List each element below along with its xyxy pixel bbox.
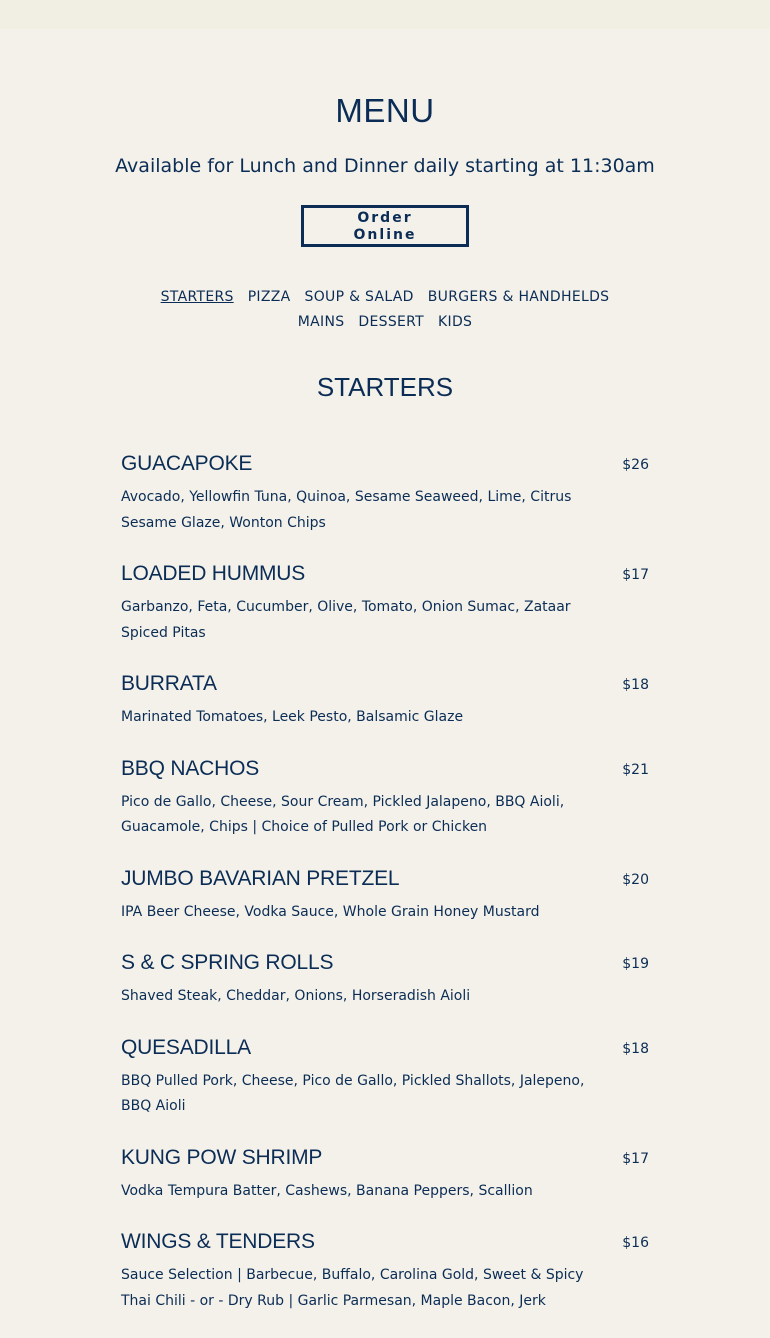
top-strip — [0, 0, 770, 29]
menu-item — [121, 1228, 649, 1314]
menu-item-description: IPA Beer Cheese, Vodka Sauce, Whole Grain Honey Mustard — [121, 903, 540, 920]
menu-item — [121, 865, 649, 926]
menu-item-description: Avocado, Yellowfin Tuna, Quinoa, Sesame Seaweed, Lime, Citrus Sesame Glaze, Wonton Chips — [121, 489, 572, 531]
menu-item-name: BURRATA — [121, 672, 217, 695]
menu-item-name: GUACAPOKE — [121, 452, 253, 475]
menu-item-price: $17 — [622, 1150, 649, 1167]
menu-item — [121, 670, 649, 731]
menu-item-name: QUESADILLA — [121, 1035, 251, 1059]
order-online-button[interactable]: Order Online — [301, 205, 469, 247]
menu-item-price: $20 — [622, 871, 649, 888]
menu-category-nav — [120, 285, 650, 335]
menu-item — [121, 1144, 649, 1205]
menu-item-price: $18 — [622, 1040, 649, 1057]
menu-item-name: WINGS & TENDERS — [121, 1230, 315, 1253]
menu-item-name: JUMBO BAVARIAN PRETZEL — [121, 866, 400, 890]
menu-item — [121, 450, 649, 536]
menu-items-list — [121, 450, 649, 1338]
menu-item-name: KUNG POW SHRIMP — [121, 1145, 323, 1169]
menu-item-description: Marinated Tomatoes, Leek Pesto, Balsamic Glaze — [121, 709, 464, 725]
menu-item-description: BBQ Pulled Pork, Cheese, Pico de Gallo, Pickled Shallots, Jalepeno, BBQ Aioli — [121, 1072, 585, 1114]
page-title: MENU — [335, 92, 435, 129]
menu-item-price: $26 — [622, 457, 649, 473]
menu-item-name: LOADED HUMMUS — [121, 562, 306, 585]
menu-item-price: $17 — [622, 567, 649, 583]
menu-item-description: Pico de Gallo, Cheese, Sour Cream, Pickled Jalapeno, BBQ Aioli, Guacamole, Chips | Choice of Pulled Pork or Chicken — [121, 793, 565, 835]
menu-item-description: Sauce Selection | Barbecue, Buffalo, Carolina Gold, Sweet & Spicy Thai Chili - or - Dry Rub | Garlic Parmesan, Maple Bacon, Jerk — [121, 1267, 584, 1309]
menu-item-price: $21 — [622, 761, 649, 778]
nav-item-dessert[interactable]: DESSERT — [358, 314, 425, 330]
menu-item — [121, 1034, 649, 1120]
menu-item — [121, 755, 649, 841]
menu-item-price: $19 — [622, 956, 649, 972]
menu-item-description: Shaved Steak, Cheddar, Onions, Horseradish Aioli — [121, 988, 471, 1004]
menu-item-name: S & C SPRING ROLLS — [121, 951, 334, 974]
menu-item-price: $18 — [622, 677, 649, 693]
nav-item-mains[interactable]: MAINS — [297, 314, 345, 330]
menu-item-description: Garbanzo, Feta, Cucumber, Olive, Tomato, Onion Sumac, Zataar Spiced Pitas — [121, 599, 571, 641]
menu-item — [121, 560, 649, 646]
nav-item-starters[interactable]: STARTERS — [160, 289, 234, 305]
section-title: STARTERS — [316, 372, 454, 402]
page-subtitle: Available for Lunch and Dinner daily starting at 11:30am — [115, 155, 655, 177]
nav-item-soup-salad[interactable]: SOUP & SALAD — [304, 289, 414, 305]
nav-item-pizza[interactable]: PIZZA — [247, 289, 291, 305]
nav-item-burgers-handhelds[interactable]: BURGERS & HANDHELDS — [427, 289, 610, 305]
menu-item-description: Vodka Tempura Batter, Cashews, Banana Peppers, Scallion — [121, 1182, 533, 1199]
menu-item-name: BBQ NACHOS — [121, 756, 260, 780]
menu-item-price: $16 — [622, 1235, 649, 1251]
menu-item — [121, 949, 649, 1010]
nav-item-kids[interactable]: KIDS — [438, 314, 473, 330]
